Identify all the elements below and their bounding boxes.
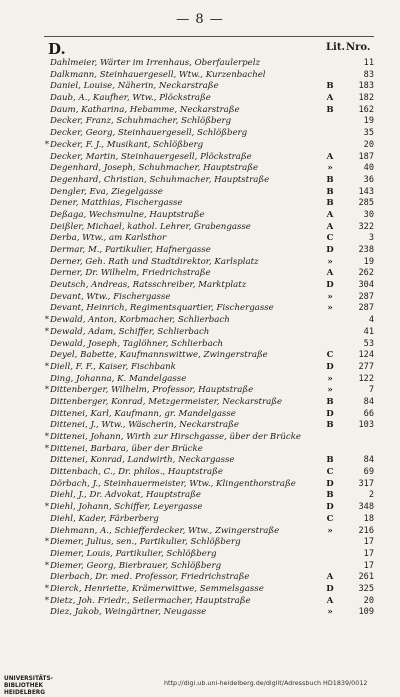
entry-number: 84 [363,396,374,407]
entry-number: 17 [363,560,374,571]
directory-entry [0,70,400,82]
entry-asterisk: * [44,385,49,396]
entry-number: 20 [363,139,374,150]
entry-name: Derba, Wtw., am Karlsthor [50,233,167,244]
entry-name: Ding, Johanna, K. Mandelgasse [50,373,187,384]
entry-lit: C [326,350,334,361]
entry-number: 36 [363,174,374,185]
entry-number: 285 [358,198,374,209]
entry-number: 66 [363,408,374,419]
entry-asterisk: * [44,326,49,337]
entry-lit: » [327,373,333,384]
directory-entry [0,116,400,128]
entry-lit: » [327,385,333,396]
directory-entry [0,479,400,491]
entry-number: 262 [358,268,374,279]
entry-number: 103 [358,420,374,431]
entry-number: 122 [358,373,374,384]
entry-number: 238 [358,245,374,255]
entry-number: 162 [358,104,374,115]
entry-name: Derner, Dr. Wilhelm, Friedrichstraße [50,268,211,279]
entry-number: 83 [363,69,374,80]
entry-number: 20 [363,595,374,606]
entry-number: 17 [363,548,374,559]
entry-name: Diehl, Johann, Schiffer, Leyergasse [50,502,203,513]
directory-entry [0,409,400,421]
entry-name: Devant, Wtw., Fischergasse [50,291,171,302]
directory-entry [0,175,400,187]
directory-entry [0,596,400,608]
entry-lit: D [326,583,334,594]
directory-entry [0,385,400,397]
entry-number: 30 [363,209,374,220]
entry-number: 317 [358,478,374,489]
entry-name: Dener, Matthias, Fischergasse [50,198,183,209]
entry-name: Dietz, Joh. Friedr., Seilermacher, Hauptstraße [50,595,251,606]
entry-name: Degenhard, Christian, Schuhmacher, Hauptstraße [50,174,270,185]
directory-entry [0,362,400,374]
directory-entry [0,315,400,327]
section-letter: D. [48,40,66,58]
directory-entry [0,350,400,362]
entry-name: Deißler, Michael, kathol. Lehrer, Grabengasse [50,221,251,232]
entry-number: 187 [358,151,374,162]
directory-entry [0,152,400,164]
entry-number: 182 [358,93,374,104]
directory-entry [0,140,400,152]
directory-list [0,58,400,619]
entry-name: Decker, Franz, Schuhmacher, Schlößberg [50,116,232,127]
entry-lit: A [326,209,334,220]
directory-entry [0,105,400,117]
entry-lit: B [326,420,334,431]
entry-name: Deutsch, Andreas, Ratsschreiber, Marktplatz [50,280,247,291]
directory-entry [0,163,400,175]
entry-name: Decker, Martin, Steinhauergesell, Plöckstraße [50,151,252,162]
entry-number: 19 [363,256,374,267]
entry-lit: D [326,280,334,291]
entry-number: 19 [363,116,374,127]
entry-lit: A [326,93,334,104]
entry-lit: C [326,513,334,524]
entry-asterisk: * [44,315,49,326]
entry-number: 4 [368,315,374,326]
entry-lit: » [327,256,333,267]
entry-number: 11 [363,58,374,68]
entry-lit: C [326,233,334,244]
page-number: — 8 — [176,12,224,27]
directory-entry [0,187,400,199]
entry-number: 277 [358,361,374,372]
entry-asterisk: * [44,583,49,594]
directory-entry [0,257,400,269]
header-rule [44,36,374,37]
directory-entry [0,607,400,619]
directory-entry [0,58,400,70]
directory-entry [0,455,400,467]
directory-entry [0,280,400,292]
directory-entry [0,81,400,93]
entry-name: Diell, F. F., Kaiser, Fischbank [50,361,176,372]
entry-lit: » [327,525,333,536]
entry-number: 40 [363,163,374,174]
entry-name: Diehmann, A., Schiefferdecker, Wtw., Zwingerstraße [50,525,280,536]
entry-lit: B [326,455,334,466]
entry-asterisk: * [44,595,49,606]
entry-name: Deßaga, Wechsmulne, Hauptstraße [50,209,205,220]
entry-name: Dalkmann, Steinhauergesell, Wtw., Kurzenbachel [50,69,266,80]
entry-name: Dewald, Adam, Schiffer, Schlierbach [50,326,210,337]
entry-name: Dewald, Joseph, Taglöhner, Schlierbach [50,338,224,349]
entry-number: 53 [363,338,374,349]
directory-entry [0,526,400,538]
entry-name: Derner, Geh. Rath und Stadtdirektor, Karlsplatz [50,256,259,267]
directory-entry [0,327,400,339]
entry-name: Dahlmeier, Wärter im Irrenhaus, Oberfaulerpelz [50,58,261,68]
entry-lit: D [326,361,334,372]
entry-lit: A [326,572,334,583]
entry-name: Degenhard, Joseph, Schuhmacher, Hauptstraße [50,163,259,174]
entry-number: 17 [363,537,374,548]
library-logo: UNIVERSITÄTS-BIBLIOTHEK HEIDELBERG [4,676,54,696]
footer [4,676,396,696]
entry-lit: » [327,291,333,302]
entry-lit: D [326,478,334,489]
entry-name: Dittenei, Karl, Kaufmann, gr. Mandelgasse [50,408,236,419]
entry-number: 35 [363,128,374,139]
entry-number: 261 [358,572,374,583]
directory-entry [0,210,400,222]
entry-number: 216 [358,525,374,536]
entry-name: Decker, F. J., Musikant, Schlößberg [50,139,204,150]
entry-name: Dörbach, J., Steinhauermeister, Wtw., Klingenthorstraße [50,478,296,489]
entry-lit: A [326,151,334,162]
entry-number: 7 [368,385,374,396]
directory-entry [0,467,400,479]
entry-lit: D [326,245,334,255]
entry-lit: A [326,595,334,606]
directory-entry [0,374,400,386]
entry-lit: » [327,607,333,618]
entry-number: 322 [358,221,374,232]
entry-number: 18 [363,513,374,524]
column-header-nro: Nro. [346,42,371,53]
directory-entry [0,444,400,456]
directory-entry [0,268,400,280]
entry-number: 287 [358,303,374,314]
directory-entry [0,93,400,105]
entry-lit: B [326,198,334,209]
directory-entry [0,432,400,444]
entry-lit: D [326,502,334,513]
directory-entry [0,584,400,596]
entry-name: Deyel, Babette, Kaufmannswittwe, Zwingerstraße [50,350,268,361]
entry-number: 109 [358,607,374,618]
entry-number: 2 [368,490,374,501]
entry-asterisk: * [44,443,49,454]
directory-entry [0,537,400,549]
directory-entry [0,233,400,245]
directory-entry [0,397,400,409]
entry-number: 84 [363,455,374,466]
entry-name: Daum, Katharina, Hebamme, Neckarstraße [50,104,240,115]
entry-name: Diemer, Georg, Bierbrauer, Schlößberg [50,560,222,571]
entry-asterisk: * [44,560,49,571]
entry-name: Dittenberger, Wilhelm, Professor, Hauptstraße [50,385,254,396]
directory-entry [0,222,400,234]
entry-name: Dittenei, Konrad, Landwirth, Neckargasse [50,455,235,466]
entry-name: Diemer, Julius, sen., Partikulier, Schlößberg [50,537,241,548]
entry-name: Dermar, M., Partikulier, Hafnergasse [50,245,211,255]
entry-lit: A [326,268,334,279]
entry-lit: B [326,186,334,197]
entry-name: Dittenbach, C., Dr. philos., Hauptstraße [50,467,223,478]
directory-entry [0,303,400,315]
entry-lit: » [327,163,333,174]
directory-entry [0,198,400,210]
entry-name: Diehl, Kader, Färberberg [50,513,159,524]
entry-number: 69 [363,467,374,478]
entry-name: Daub, A., Kaufher, Wtw., Plöckstraße [50,93,211,104]
entry-asterisk: * [44,537,49,548]
entry-number: 41 [363,326,374,337]
entry-name: Dierck, Henriette, Krämerwittwe, Semmelsgasse [50,583,264,594]
entry-lit: B [326,396,334,407]
entry-lit: B [326,174,334,185]
directory-entry [0,245,400,257]
entry-number: 287 [358,291,374,302]
source-url[interactable]: http://digi.ub.uni-heidelberg.de/diglit/Adressbuch HD1839/0012 [164,679,368,687]
entry-number: 3 [368,233,374,244]
entry-name: Dittenberger, Konrad, Metzgermeister, Neckarstraße [50,396,283,407]
entry-number: 124 [358,350,374,361]
entry-number: 183 [358,81,374,92]
entry-name: Daniel, Louise, Näherin, Neckarstraße [50,81,219,92]
directory-entry [0,561,400,573]
entry-number: 325 [358,583,374,594]
entry-lit: D [326,408,334,419]
entry-name: Diez, Jakob, Weingärtner, Neugasse [50,607,207,618]
directory-entry [0,420,400,432]
entry-number: 348 [358,502,374,513]
entry-name: Decker, Georg, Steinhauergesell, Schlößberg [50,128,248,139]
entry-asterisk: * [44,432,49,442]
entry-name: Dengler, Eva, Ziegelgasse [50,186,163,197]
entry-name: Dierbach, Dr. med. Professor, Friedrichstraße [50,572,250,583]
column-header-lit: Lit. [326,42,345,53]
directory-entry [0,502,400,514]
entry-lit: B [326,490,334,501]
directory-entry [0,292,400,304]
entry-number: 143 [358,186,374,197]
directory-entry [0,128,400,140]
entry-name: Dewald, Anton, Korbmacher, Schlierbach [50,315,230,326]
entry-number: 304 [358,280,374,291]
directory-entry [0,572,400,584]
entry-asterisk: * [44,139,49,150]
entry-name: Dittenei, J., Wtw., Wäscherin, Neckarstraße [50,420,239,431]
entry-name: Devant, Heinrich, Regimentsquartier, Fischergasse [50,303,274,314]
entry-lit: A [326,221,334,232]
entry-name: Dittenei, Barbara, über der Brücke [50,443,203,454]
entry-asterisk: * [44,361,49,372]
entry-name: Diehl, J., Dr. Advokat, Hauptstraße [50,490,201,501]
directory-entry [0,339,400,351]
directory-entry [0,490,400,502]
directory-entry [0,514,400,526]
entry-asterisk: * [44,502,49,513]
entry-lit: B [326,81,334,92]
entry-name: Diemer, Louis, Partikulier, Schlößberg [50,548,217,559]
entry-lit: » [327,303,333,314]
entry-lit: B [326,104,334,115]
entry-lit: C [326,467,334,478]
entry-name: Dittenei, Johann, Wirth zur Hirschgasse, über der Brücke [50,432,301,442]
directory-entry [0,549,400,561]
